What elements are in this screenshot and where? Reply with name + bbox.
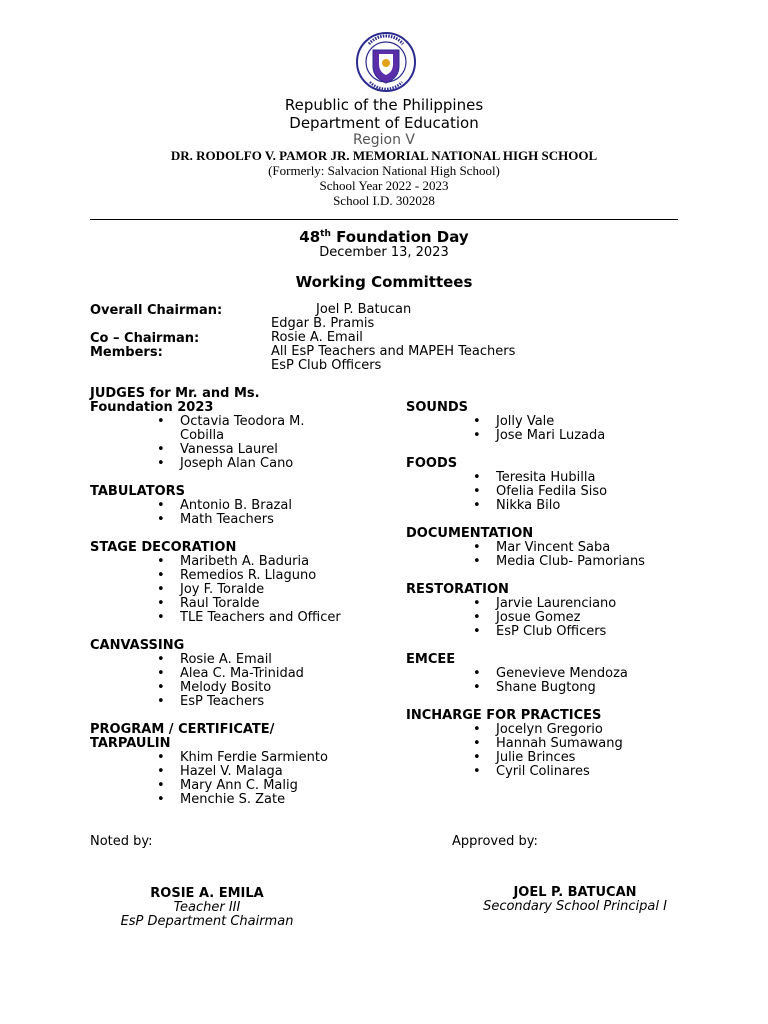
canvassing-heading: CANVASSING [90, 638, 185, 653]
documentation-heading: DOCUMENTATION [406, 526, 534, 541]
header-divider [90, 219, 678, 220]
signatory-title: Secondary School Principal I [483, 899, 667, 914]
list-item: • Teresita Hubilla [496, 471, 607, 485]
list-item: • Vanessa Laurel [180, 443, 305, 457]
restoration-heading: RESTORATION [406, 582, 509, 597]
list-item: • Ofelia Fedila Siso [496, 485, 607, 499]
program-heading-1: PROGRAM / CERTIFICATE/ [90, 722, 275, 737]
list-item: • Alea C. Ma-Trinidad [180, 667, 304, 681]
tabulators-list [180, 499, 292, 527]
signatory-title: Teacher III [173, 900, 241, 915]
judges-heading-1: JUDGES for Mr. and Ms. [90, 386, 260, 401]
list-item: • Jarvie Laurenciano [496, 597, 616, 611]
list-item-continuation: Cobilla [180, 428, 225, 443]
list-item: • TLE Teachers and Officer [180, 611, 341, 625]
region-heading: Region V [353, 132, 415, 148]
formerly-line: (Formerly: Salvacion National High School) [268, 163, 500, 178]
deped-seal [356, 30, 416, 94]
school-year: School Year 2022 - 2023 [319, 178, 449, 193]
list-item: • Remedios R. Llaguno [180, 569, 341, 583]
noted-by-signature [107, 886, 307, 929]
judges-list [180, 415, 305, 471]
overall-chairman-value: Joel P. Batucan [316, 302, 412, 317]
members-value-1: All EsP Teachers and MAPEH Teachers [271, 344, 516, 359]
list-item: • Jolly Vale [496, 415, 605, 429]
list-item: • Khim Ferdie Sarmiento [180, 751, 328, 765]
stage-decoration-list [180, 555, 341, 625]
list-item: • Mary Ann C. Malig [180, 779, 328, 793]
program-list [180, 751, 328, 807]
overall-chairman-label: Overall Chairman: [90, 303, 223, 318]
list-item: • Jose Mari Luzada [496, 429, 605, 443]
judges-heading-2: Foundation 2023 [90, 400, 214, 415]
list-item: • Josue Gomez [496, 611, 616, 625]
tabulators-heading: TABULATORS [90, 484, 186, 499]
list-item: • Joseph Alan Cano [180, 457, 305, 471]
signatory-name: ROSIE A. EMILA [150, 886, 264, 901]
event-title: 48th Foundation Day [299, 228, 469, 246]
emcee-heading: EMCEE [406, 652, 456, 667]
list-item: • Julie Brinces [496, 751, 623, 765]
list-item: • Rosie A. Email [180, 653, 304, 667]
signatory-position: EsP Department Chairman [120, 914, 294, 929]
list-item: • Cyril Colinares [496, 765, 623, 779]
foods-heading: FOODS [406, 456, 458, 471]
edgar-pramis: Edgar B. Pramis [271, 316, 375, 331]
list-item: • Mar Vincent Saba [496, 541, 645, 555]
list-item: • Menchie S. Zate [180, 793, 328, 807]
members-value-2: EsP Club Officers [271, 358, 382, 373]
documentation-list [496, 541, 645, 569]
list-item: • Jocelyn Gregorio [496, 723, 623, 737]
list-item: • Octavia Teodora M. [180, 415, 305, 429]
list-item: • Shane Bugtong [496, 681, 628, 695]
list-item: • Hannah Sumawang [496, 737, 623, 751]
list-item: • Media Club- Pamorians [496, 555, 645, 569]
school-name: DR. RODOLFO V. PAMOR JR. MEMORIAL NATIONAL HIGH SCHOOL [170, 148, 598, 163]
event-date: December 13, 2023 [319, 245, 449, 260]
list-item: • Melody Bosito [180, 681, 304, 695]
sounds-heading: SOUNDS [406, 400, 469, 415]
practices-list [496, 723, 623, 779]
republic-heading: Republic of the Philippines [284, 96, 484, 114]
list-item: • EsP Teachers [180, 695, 304, 709]
members-label: Members: [90, 345, 163, 360]
list-item: • Joy F. Toralde [180, 583, 341, 597]
noted-by-label: Noted by: [90, 834, 153, 849]
approved-by-label: Approved by: [452, 834, 538, 849]
list-item: • Genevieve Mendoza [496, 667, 628, 681]
restoration-list [496, 597, 616, 639]
practices-heading: INCHARGE FOR PRACTICES [406, 708, 602, 723]
co-chairman-value: Rosie A. Email [271, 330, 363, 345]
committees-title: Working Committees [295, 273, 473, 291]
department-heading: Department of Education [289, 114, 479, 132]
list-item: • Maribeth A. Baduria [180, 555, 341, 569]
school-id: School I.D. 302028 [333, 193, 435, 208]
list-item: • Antonio B. Brazal [180, 499, 292, 513]
foods-list [496, 471, 607, 513]
list-item: • Math Teachers [180, 513, 292, 527]
approved-by-signature [465, 885, 685, 914]
program-heading-2: TARPAULIN [90, 736, 171, 751]
list-item: • Nikka Bilo [496, 499, 607, 513]
canvassing-list [180, 653, 304, 709]
list-item: • Hazel V. Malaga [180, 765, 328, 779]
stage-decoration-heading: STAGE DECORATION [90, 540, 237, 555]
emcee-list [496, 667, 628, 695]
sounds-list [496, 415, 605, 443]
co-chairman-label: Co – Chairman: [90, 331, 200, 346]
signatory-name: JOEL P. BATUCAN [513, 885, 637, 900]
list-item: • Raul Toralde [180, 597, 341, 611]
list-item: • EsP Club Officers [496, 625, 616, 639]
